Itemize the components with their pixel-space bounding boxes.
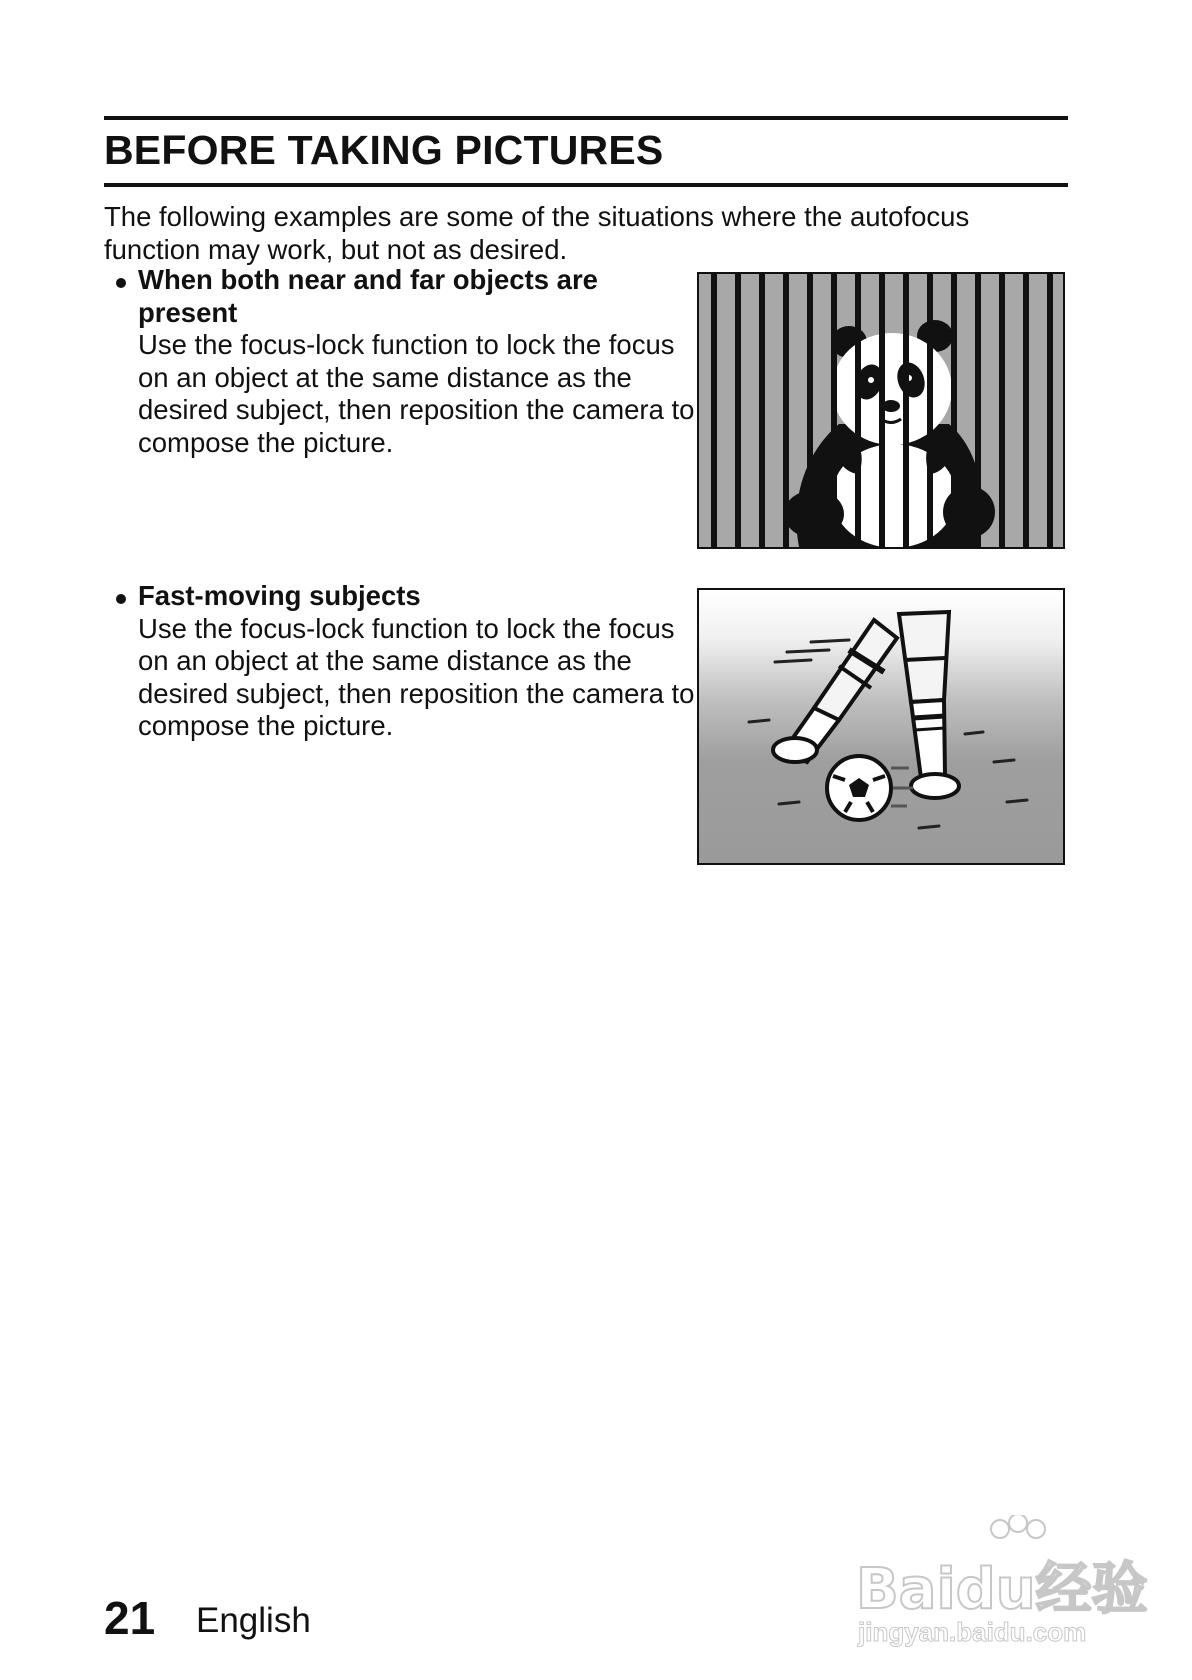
bullet-icon [116,278,126,288]
soccer-ball-icon [827,756,913,820]
list-item-body: Use the focus-lock function to lock the focus on an object at the same distance as the desired subject, then reposition the camera to compose the picture. [138,612,695,741]
page-title: BEFORE TAKING PICTURES [104,127,664,173]
watermark-logo: Baidu经验 [856,1557,1148,1622]
baidu-watermark [850,1515,1150,1660]
title-top-rule [104,116,1068,120]
cage-bars [711,274,1053,547]
page-number: 21 [104,1592,156,1644]
standing-leg [899,612,959,798]
page-language-label: English [196,1601,311,1640]
soccer-kick-illustration [697,588,1065,865]
list-item-body: Use the focus-lock function to lock the focus on an object at the same distance as the desired subject, then reposition the camera to compose the picture. [138,329,695,458]
watermark-url: jingyan.baidu.com [858,1617,1087,1647]
list-item-near-far [108,264,698,459]
panda-figure [784,320,995,547]
list-item-heading: Fast-moving subjects [138,580,421,611]
list-item-heading: When both near and far objects are present [138,264,598,328]
panda-behind-bars-illustration [697,272,1065,549]
bullet-icon [116,594,126,604]
title-bottom-rule [104,183,1068,187]
intro-paragraph: The following examples are some of the situations where the autofocus function may work, but not as desired. [104,201,970,265]
list-item-fast-moving [108,580,698,743]
